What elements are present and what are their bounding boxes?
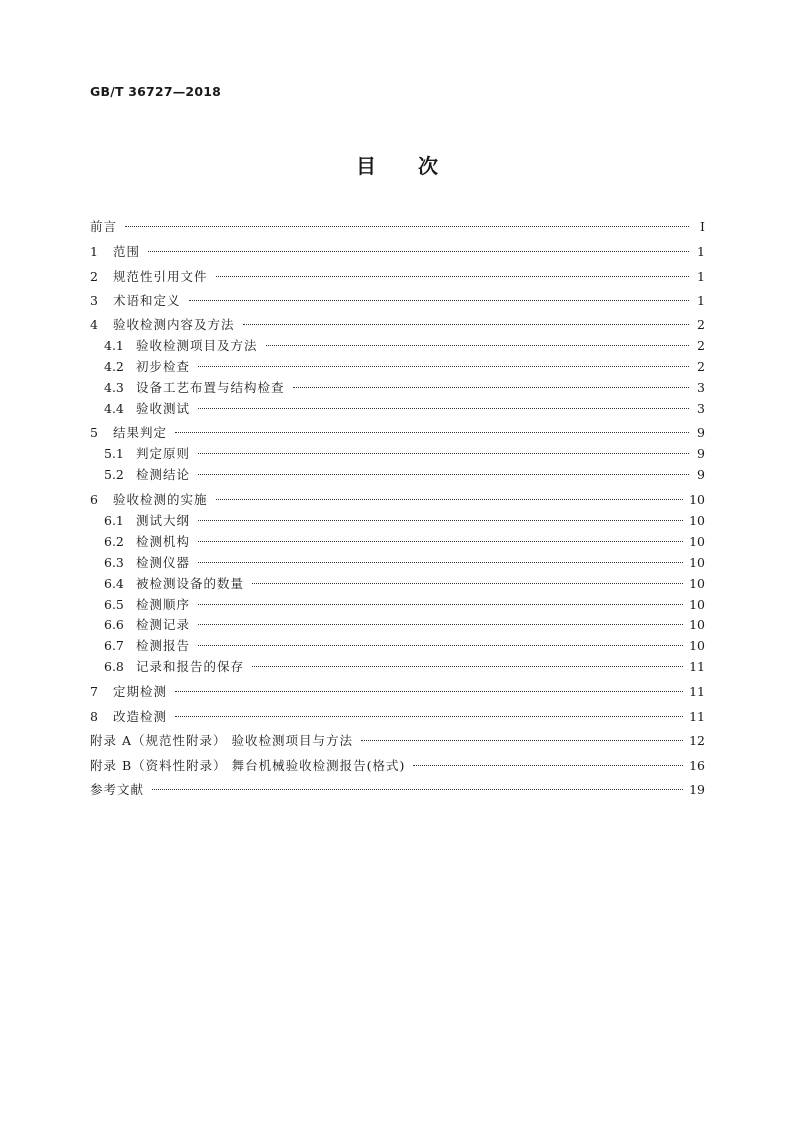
toc-entry-label: 判定原则 xyxy=(136,446,191,461)
toc-entry-page: 10 xyxy=(689,512,705,528)
toc-entry-label: 设备工艺布置与结构检查 xyxy=(136,380,285,395)
toc-entry[interactable] xyxy=(90,755,705,775)
title-char-2: 次 xyxy=(418,154,438,178)
toc-entry-page: 11 xyxy=(689,683,705,699)
dot-leader xyxy=(152,779,683,799)
toc-entry[interactable] xyxy=(90,356,705,376)
dot-leader xyxy=(198,464,689,484)
dot-leader xyxy=(198,594,683,614)
dot-leader xyxy=(252,656,683,676)
toc-entry-page: 1 xyxy=(697,292,705,308)
dot-leader xyxy=(266,335,689,355)
toc-entry-number: 4.4 xyxy=(104,400,124,416)
dot-leader xyxy=(198,635,683,655)
dot-leader xyxy=(413,755,683,775)
toc-entry-label: 验收检测内容及方法 xyxy=(113,317,235,332)
toc-entry-number: 6.4 xyxy=(104,575,124,591)
toc-entry-page: 9 xyxy=(697,424,705,440)
toc-entry-label: 验收测试 xyxy=(136,401,191,416)
toc-entry-page: 2 xyxy=(697,316,705,332)
page-title xyxy=(0,150,794,179)
toc-entry-number: 2 xyxy=(90,268,98,284)
dot-leader xyxy=(175,422,689,442)
dot-leader xyxy=(175,681,683,701)
dot-leader xyxy=(293,377,689,397)
toc-entry-page: 19 xyxy=(689,781,705,797)
toc-entry-label: 附录 B（资料性附录） 舞台机械验收检测报告(格式) xyxy=(90,758,406,773)
toc-entry-page: 10 xyxy=(689,491,705,507)
standard-code: GB/T 36727—2018 xyxy=(90,84,222,99)
toc-entry-number: 5 xyxy=(90,424,98,440)
toc-entry-page: 16 xyxy=(689,757,705,773)
toc-entry-label: 检测机构 xyxy=(136,534,191,549)
toc-entry[interactable] xyxy=(90,730,705,750)
toc-entry[interactable] xyxy=(90,614,705,634)
dot-leader xyxy=(148,241,689,261)
toc-entry[interactable] xyxy=(90,531,705,551)
dot-leader xyxy=(216,489,684,509)
toc-entry[interactable] xyxy=(90,241,705,261)
toc-entry[interactable] xyxy=(90,552,705,572)
toc-entry-page: 10 xyxy=(689,554,705,570)
toc-entry-label: 被检测设备的数量 xyxy=(136,576,245,591)
dot-leader xyxy=(198,398,689,418)
toc-entry[interactable] xyxy=(90,335,705,355)
toc-entry-number: 5.1 xyxy=(104,445,124,461)
dot-leader xyxy=(175,706,683,726)
toc-entry-number: 4.3 xyxy=(104,379,124,395)
toc-entry-page: 2 xyxy=(697,337,705,353)
toc-entry[interactable] xyxy=(90,594,705,614)
toc-entry-page: 10 xyxy=(689,616,705,632)
toc-entry-number: 6.2 xyxy=(104,533,124,549)
dot-leader xyxy=(243,314,689,334)
toc-entry-label: 检测记录 xyxy=(136,617,191,632)
toc-entry[interactable] xyxy=(90,489,705,509)
toc-entry[interactable] xyxy=(90,510,705,530)
toc-entry-page: Ⅰ xyxy=(700,218,705,234)
dot-leader xyxy=(198,510,683,530)
toc-entry-number: 6.6 xyxy=(104,616,124,632)
toc-entry-page: 9 xyxy=(697,466,705,482)
toc-entry-number: 8 xyxy=(90,708,98,724)
toc-entry-number: 4 xyxy=(90,316,98,332)
toc-entry-page: 10 xyxy=(689,596,705,612)
toc-entry[interactable] xyxy=(90,377,705,397)
toc-entry-label: 改造检测 xyxy=(113,709,168,724)
toc-entry[interactable] xyxy=(90,443,705,463)
toc-entry-page: 1 xyxy=(697,243,705,259)
toc-entry-number: 6.8 xyxy=(104,658,124,674)
dot-leader xyxy=(361,730,683,750)
toc-entry-number: 6.3 xyxy=(104,554,124,570)
toc-entry-number: 6.5 xyxy=(104,596,124,612)
dot-leader xyxy=(252,573,683,593)
toc-entry-label: 附录 A（规范性附录） 验收检测项目与方法 xyxy=(90,733,353,748)
toc-entry-page: 10 xyxy=(689,637,705,653)
title-char-1: 目 xyxy=(356,154,376,178)
toc-entry-number: 4.2 xyxy=(104,358,124,374)
toc-entry[interactable] xyxy=(90,216,705,236)
toc-entry-page: 10 xyxy=(689,533,705,549)
toc-entry[interactable] xyxy=(90,266,705,286)
toc-entry-page: 3 xyxy=(697,379,705,395)
toc-entry-number: 4.1 xyxy=(104,337,124,353)
toc-entry-page: 2 xyxy=(697,358,705,374)
toc-entry-number: 3 xyxy=(90,292,98,308)
toc-entry-label: 初步检查 xyxy=(136,359,191,374)
dot-leader xyxy=(198,356,689,376)
toc-entry[interactable] xyxy=(90,635,705,655)
toc-entry-page: 9 xyxy=(697,445,705,461)
dot-leader xyxy=(189,290,689,310)
toc-entry[interactable] xyxy=(90,656,705,676)
toc-entry-label: 范围 xyxy=(113,244,141,259)
dot-leader xyxy=(198,531,683,551)
toc-entry[interactable] xyxy=(90,779,705,799)
toc-entry[interactable] xyxy=(90,290,705,310)
toc-entry-label: 验收检测的实施 xyxy=(113,492,208,507)
toc-entry[interactable] xyxy=(90,422,705,442)
dot-leader xyxy=(125,216,689,236)
toc-entry[interactable] xyxy=(90,681,705,701)
toc-entry-label: 前言 xyxy=(90,219,118,234)
dot-leader xyxy=(198,443,689,463)
toc-entry-number: 7 xyxy=(90,683,98,699)
toc-entry-page: 11 xyxy=(689,658,705,674)
toc-entry-label: 检测结论 xyxy=(136,467,191,482)
toc-entry-number: 6.7 xyxy=(104,637,124,653)
toc-entry-label: 检测顺序 xyxy=(136,597,191,612)
toc-entry-page: 1 xyxy=(697,268,705,284)
toc-entry-label: 结果判定 xyxy=(113,425,168,440)
toc-entry-label: 检测报告 xyxy=(136,638,191,653)
dot-leader xyxy=(198,552,683,572)
toc-entry-label: 术语和定义 xyxy=(113,293,181,308)
toc-entry-number: 6.1 xyxy=(104,512,124,528)
toc-entry-label: 规范性引用文件 xyxy=(113,269,208,284)
dot-leader xyxy=(216,266,689,286)
toc-entry[interactable] xyxy=(90,706,705,726)
toc-entry[interactable] xyxy=(90,464,705,484)
toc-entry[interactable] xyxy=(90,398,705,418)
toc-entry-label: 验收检测项目及方法 xyxy=(136,338,258,353)
toc-entry-label: 定期检测 xyxy=(113,684,168,699)
dot-leader xyxy=(198,614,683,634)
toc-entry-label: 测试大纲 xyxy=(136,513,191,528)
toc-entry-page: 11 xyxy=(689,708,705,724)
toc-entry[interactable] xyxy=(90,573,705,593)
toc-entry-page: 10 xyxy=(689,575,705,591)
toc-entry-label: 记录和报告的保存 xyxy=(136,659,245,674)
toc-entry-number: 1 xyxy=(90,243,98,259)
toc-entry[interactable] xyxy=(90,314,705,334)
toc-entry-number: 5.2 xyxy=(104,466,124,482)
toc-entry-page: 3 xyxy=(697,400,705,416)
toc-entry-label: 检测仪器 xyxy=(136,555,191,570)
toc-entry-number: 6 xyxy=(90,491,98,507)
toc-entry-label: 参考文献 xyxy=(90,782,145,797)
toc-entry-page: 12 xyxy=(689,732,705,748)
